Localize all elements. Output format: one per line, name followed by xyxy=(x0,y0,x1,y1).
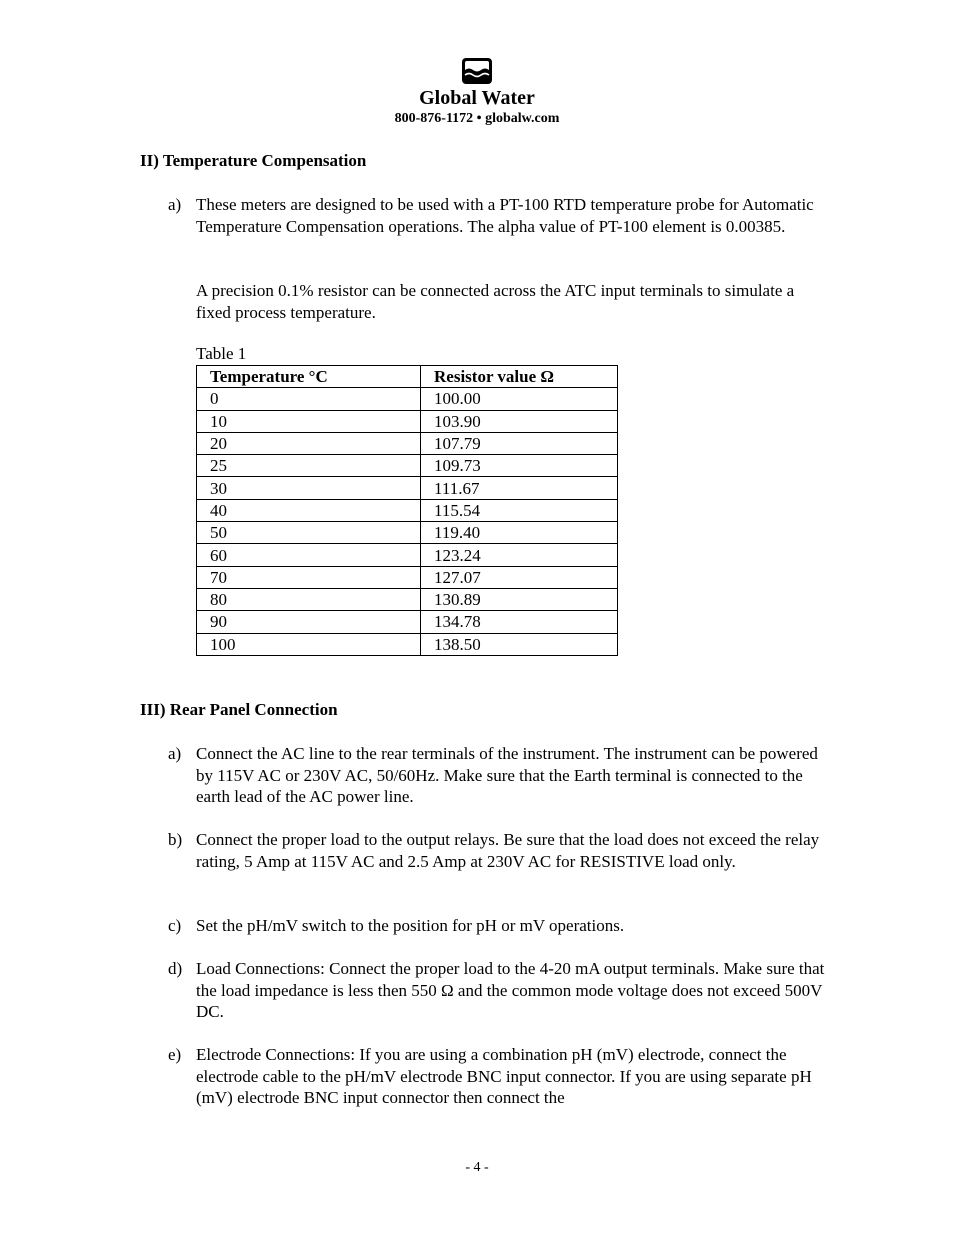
list-item-text: These meters are designed to be used with a PT-100 RTD temperature probe for Automatic Temperature Compensation operations. The alpha value of PT-100 element is 0.00385. xyxy=(196,195,814,236)
list-marker: c) xyxy=(168,916,182,935)
temperature-resistor-table xyxy=(196,365,618,656)
list-marker: a) xyxy=(168,744,182,763)
table-header-row xyxy=(197,366,618,388)
temperature-cell: 10 xyxy=(197,410,421,432)
section-title-rear-panel-connection: III) Rear Panel Connection xyxy=(140,700,338,719)
column-header-temperature: Temperature °C xyxy=(197,366,421,388)
temperature-cell: 60 xyxy=(197,544,421,566)
list-marker: b) xyxy=(168,830,183,849)
page-header xyxy=(0,57,954,128)
list-item-text: Electrode Connections: If you are using a combination pH (mV) electrode, connect the electrode cable to the pH/mV electrode BNC input connector. If you are using separate pH (mV) electrode BNC input connector then connect the xyxy=(196,1045,812,1107)
table-row xyxy=(197,588,618,610)
table-row xyxy=(197,477,618,499)
table-row xyxy=(197,633,618,655)
temperature-cell: 100 xyxy=(197,633,421,655)
resistor-cell: 134.78 xyxy=(421,611,618,633)
temperature-cell: 50 xyxy=(197,522,421,544)
temperature-cell: 0 xyxy=(197,388,421,410)
temperature-cell: 25 xyxy=(197,455,421,477)
resistor-cell: 127.07 xyxy=(421,566,618,588)
temperature-cell: 20 xyxy=(197,432,421,454)
contact-line: 800-876-1172 • globalw.com xyxy=(394,111,560,126)
temperature-cell: 30 xyxy=(197,477,421,499)
list-item-text: Load Connections: Connect the proper load to the 4-20 mA output terminals. Make sure that the load impedance is less then 550 Ω and the common mode voltage does not exceed 500V DC. xyxy=(196,959,825,1021)
list-marker: a) xyxy=(168,195,182,214)
temperature-cell: 80 xyxy=(197,588,421,610)
list-item xyxy=(168,1044,828,1109)
resistor-cell: 107.79 xyxy=(421,432,618,454)
resistor-cell: 109.73 xyxy=(421,455,618,477)
table-row xyxy=(197,410,618,432)
temperature-cell: 90 xyxy=(197,611,421,633)
resistor-note: A precision 0.1% resistor can be connected across the ATC input terminals to simulate a fixed process temperature. xyxy=(196,281,795,322)
brand-name: Global Water xyxy=(419,87,535,109)
resistor-cell: 111.67 xyxy=(421,477,618,499)
list-item xyxy=(168,829,828,872)
resistor-cell: 115.54 xyxy=(421,499,618,521)
table-row xyxy=(197,432,618,454)
table-row xyxy=(197,388,618,410)
table-row xyxy=(197,566,618,588)
temperature-cell: 40 xyxy=(197,499,421,521)
resistor-cell: 138.50 xyxy=(421,633,618,655)
list-item xyxy=(168,958,828,1023)
resistor-cell: 100.00 xyxy=(421,388,618,410)
list-item-text: Set the pH/mV switch to the position for pH or mV operations. xyxy=(196,916,625,935)
table-caption: Table 1 xyxy=(196,344,247,363)
column-header-resistor-value: Resistor value Ω xyxy=(421,366,618,388)
list-item xyxy=(168,743,828,808)
section-title-temperature-compensation: II) Temperature Compensation xyxy=(140,151,367,170)
temperature-cell: 70 xyxy=(197,566,421,588)
list-marker: e) xyxy=(168,1045,182,1064)
global-water-logo-icon xyxy=(461,57,493,85)
list-item-text: Connect the proper load to the output relays. Be sure that the load does not exceed the relay rating, 5 Amp at 115V AC and 2.5 Amp at 230V AC for RESISTIVE load only. xyxy=(196,830,820,871)
list-item xyxy=(168,194,828,237)
list-item-text: Connect the AC line to the rear terminals of the instrument. The instrument can be powered by 115V AC or 230V AC, 50/60Hz. Make sure that the Earth terminal is connected to the earth lead of the AC power line. xyxy=(196,744,818,806)
resistor-cell: 123.24 xyxy=(421,544,618,566)
table-row xyxy=(197,522,618,544)
table-row xyxy=(197,499,618,521)
list-marker: d) xyxy=(168,959,183,978)
resistor-cell: 103.90 xyxy=(421,410,618,432)
page-number: - 4 - xyxy=(465,1160,489,1175)
resistor-cell: 130.89 xyxy=(421,588,618,610)
resistor-cell: 119.40 xyxy=(421,522,618,544)
table-row xyxy=(197,544,618,566)
table-row xyxy=(197,611,618,633)
table-row xyxy=(197,455,618,477)
list-item xyxy=(168,915,828,937)
